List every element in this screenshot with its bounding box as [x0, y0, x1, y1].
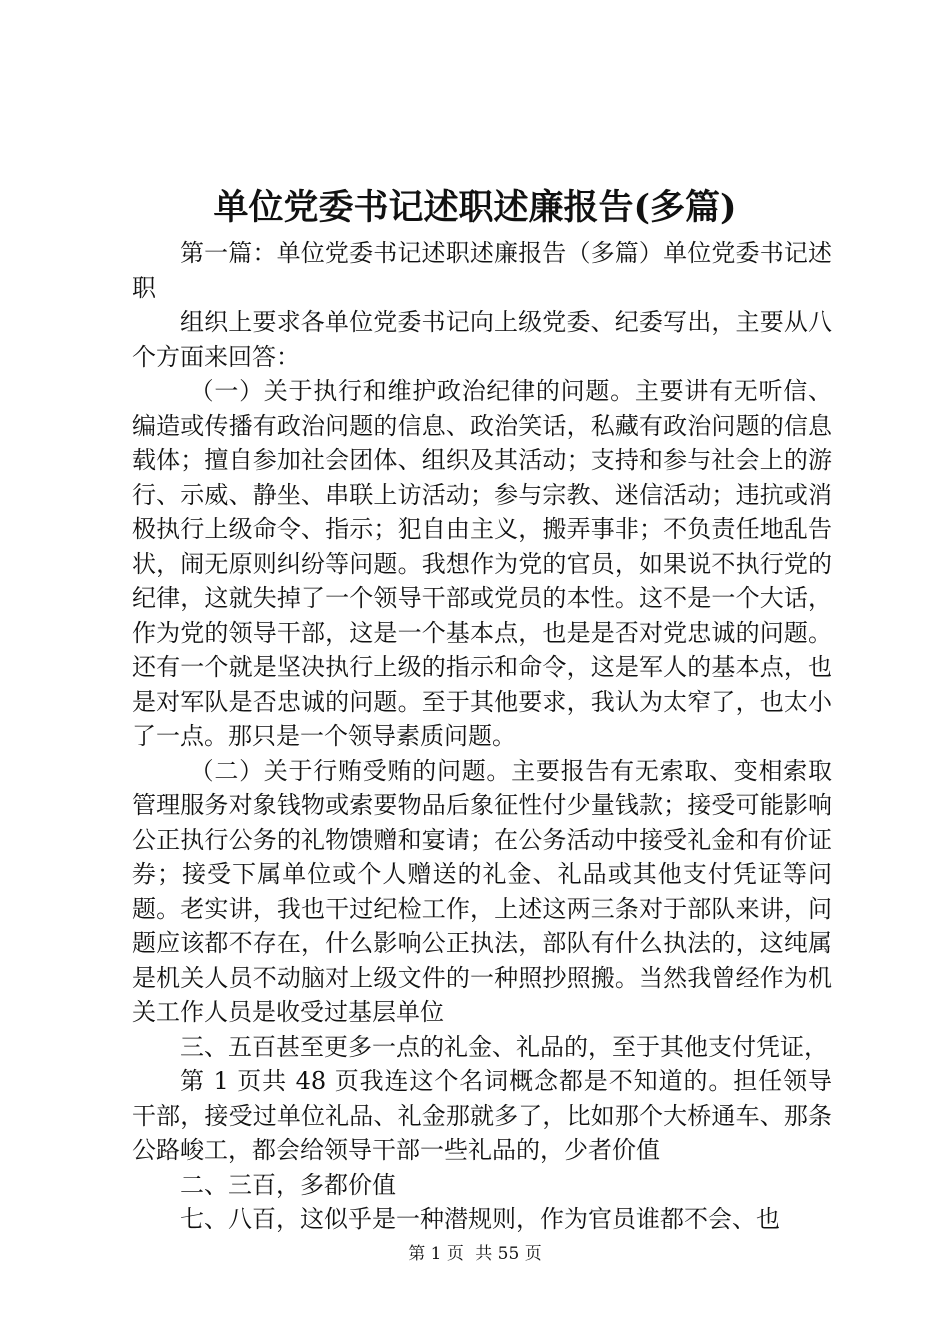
page-total: 共 55 页: [475, 1244, 542, 1264]
paragraph-3: （一）关于执行和维护政治纪律的问题。主要讲有无听信、编造或传播有政治问题的信息、政治笑话，私藏有政治问题的信息载体；擅自参加社会团体、组织及其活动；支持和参与社会上的游行、示威、静坐、串联上访活动；参与宗教、迷信活动；违抗或消极执行上级命令、指示；犯自由主义，搬弄事非；不负责任地乱告状，闹无原则纠纷等问题。我想作为党的官员，如果说不执行党的纪律，这就失掉了一个领导干部或党员的本性。这不是一个大话，作为党的领导干部，这是一个基本点，也是是否对党忠诚的问题。还有一个就是坚决执行上级的指示和命令，这是军人的基本点，也是对军队是否忠诚的问题。至于其他要求，我认为太窄了，也太小了一点。那只是一个领导素质问题。: [132, 377, 832, 750]
paragraph-7: 二、三百，多都价值: [180, 1170, 396, 1199]
paragraph-1: 第一篇：单位党委书记述职述廉报告（多篇）单位党委书记述职: [132, 239, 832, 302]
page-number: 第 1 页: [408, 1244, 464, 1264]
paragraph-8: 七、八百，这似乎是一种潜规则，作为官员谁都不会、也: [180, 1205, 780, 1233]
paragraph-2: 组织上要求各单位党委书记向上级党委、纪委写出，主要从八个方面来回答：: [132, 308, 832, 371]
paragraph-6: 第 1 页共 48 页我连这个名词概念都是不知道的。担任领导干部，接受过单位礼品、礼金那就多了，比如那个大桥通车、那条公路峻工，都会给领导干部一些礼品的，少者价值: [132, 1067, 832, 1164]
paragraph-5: 三、五百甚至更多一点的礼金、礼品的，至于其他支付凭证，: [180, 1032, 828, 1061]
document-title: 单位党委书记述职述廉报告(多篇): [213, 187, 737, 228]
paragraph-4: （二）关于行贿受贿的问题。主要报告有无索取、变相索取管理服务对象钱物或索要物品后象征性付少量钱款；接受可能影响公正执行公务的礼物馈赠和宴请；在公务活动中接受礼金和有价证券；接受下属单位或个人赠送的礼金、礼品或其他支付凭证等问题。老实讲，我也干过纪检工作，上述这两三条对于部队来讲，问题应该都不存在，什么影响公正执法，部队有什么执法的，这纯属是机关人员不动脑对上级文件的一种照抄照搬。当然我曾经作为机关工作人员是收受过基层单位: [132, 756, 832, 1026]
page-footer: [0, 1242, 950, 1266]
document-body: [132, 236, 832, 1237]
